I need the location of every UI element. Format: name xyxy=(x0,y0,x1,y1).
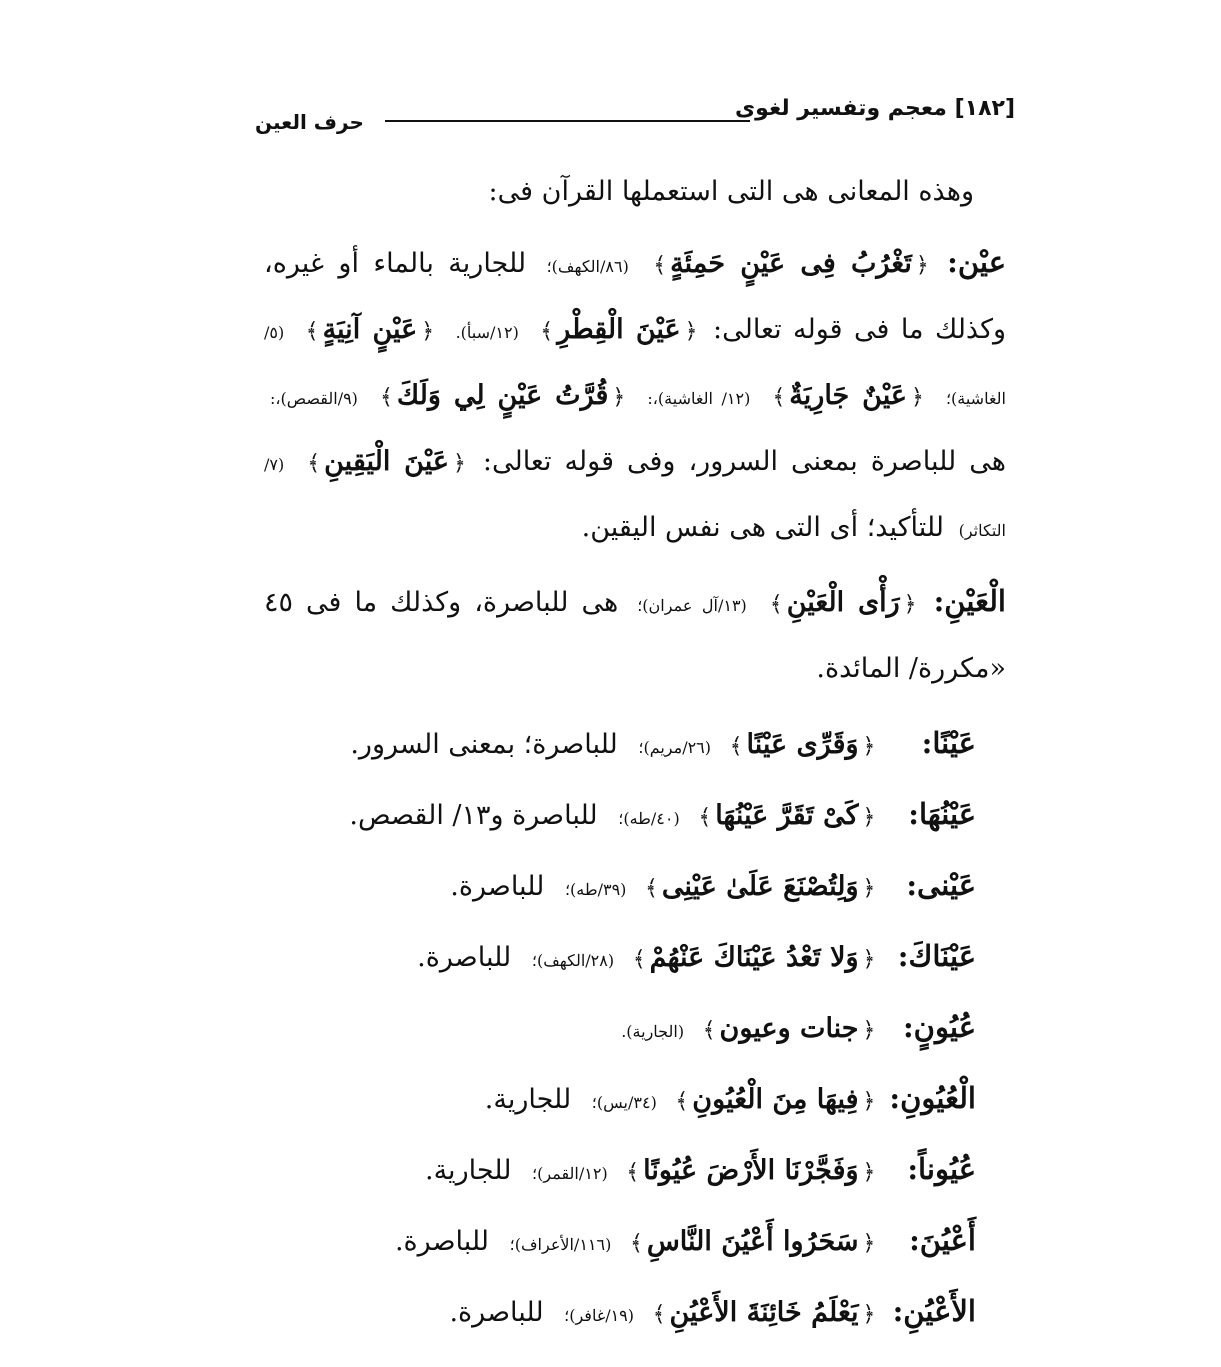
verse-reference: (٢٨/الكهف)؛ xyxy=(531,951,615,970)
gloss-text: للباصرة و١٣/ القصص. xyxy=(349,800,598,831)
verse-reference: (٥/الغاشية)؛ xyxy=(264,323,1006,408)
quran-open-ornament: ﴿ xyxy=(862,1302,876,1327)
quran-quote: عَيْنٌ جَارِيَةٌ xyxy=(789,380,907,411)
quran-close-ornament: ﴾ xyxy=(629,1231,643,1256)
verse-reference: (١٢/ الغاشية)،: xyxy=(647,389,751,408)
quran-close-ornament: ﴾ xyxy=(626,1160,640,1185)
quran-close-ornament: ﴾ xyxy=(769,592,783,617)
headword: عُيُوناً: xyxy=(907,1152,976,1186)
quran-quote: وَقَرِّى عَيْنًا xyxy=(746,729,859,760)
headword: عَيْنَاكَ: xyxy=(897,939,976,973)
headword: عُيُونٍ: xyxy=(902,1010,976,1044)
quran-open-ornament: ﴿ xyxy=(862,1018,876,1043)
quran-close-ornament: ﴾ xyxy=(632,947,646,972)
headword: عَيْنى: xyxy=(906,868,976,902)
page-header xyxy=(255,96,1015,146)
quran-open-ornament: ﴿ xyxy=(862,1089,876,1114)
gloss-text: للتأكيد؛ أى التى هى نفس اليقين. xyxy=(581,512,945,543)
verse-reference: (١٢/القمر)؛ xyxy=(532,1164,608,1183)
verse-reference: (٧/التكاثر) xyxy=(264,455,1006,540)
gloss-text: للباصرة. xyxy=(450,871,545,902)
quran-open-ornament: ﴿ xyxy=(684,319,698,344)
page-title: [١٨٢] معجم وتفسير لغوى xyxy=(735,96,1015,121)
gloss-text: للباصرة. xyxy=(449,1297,544,1328)
quran-close-ornament: ﴾ xyxy=(540,319,554,344)
intro-paragraph: وهذه المعانى هى التى استعملها القرآن فى: xyxy=(488,176,974,207)
quran-open-ornament: ﴿ xyxy=(862,1160,876,1185)
quran-open-ornament: ﴿ xyxy=(910,385,924,410)
paragraph-al-ayn xyxy=(264,570,1006,700)
quran-close-ornament: ﴾ xyxy=(652,1302,666,1327)
list-item xyxy=(264,852,976,923)
quran-open-ornament: ﴿ xyxy=(903,592,917,617)
quran-quote: عَيْنٍ آنِيَةٍ xyxy=(322,314,418,345)
quran-close-ornament: ﴾ xyxy=(305,319,319,344)
quran-quote: عَيْنَ الْقِطْرِ xyxy=(557,314,681,345)
quran-open-ornament: ﴿ xyxy=(862,734,876,759)
quran-quote: قُرَّتُ عَيْنٍ لِي وَلَكَ xyxy=(396,380,609,411)
verse-reference: (١١٦/الأعراف)؛ xyxy=(509,1235,612,1254)
quran-open-ornament: ﴿ xyxy=(915,253,929,278)
list-item xyxy=(264,1136,976,1207)
headword: عَيْنًا: xyxy=(921,726,976,760)
gloss-text: هى للباصرة، وكذلك ما فى ٤٥ «مكررة/ المائدة. xyxy=(264,587,1006,684)
quran-open-ornament: ﴿ xyxy=(421,319,435,344)
verse-reference: (الجارية). xyxy=(621,1022,685,1041)
quran-open-ornament: ﴿ xyxy=(862,1231,876,1256)
gloss-text: للجارية. xyxy=(425,1155,512,1186)
page-body xyxy=(264,160,1006,1349)
quran-quote: عَيْنَ الْيَقِينِ xyxy=(324,446,449,477)
verse-reference: (١٣/آل عمران)؛ xyxy=(637,596,747,615)
quran-open-ornament: ﴿ xyxy=(612,385,626,410)
quran-close-ornament: ﴾ xyxy=(645,876,658,901)
quran-close-ornament: ﴾ xyxy=(772,385,786,410)
list-item xyxy=(264,994,976,1065)
quran-quote: سَحَرُوا أَعْيُنَ النَّاسِ xyxy=(646,1226,859,1257)
quran-open-ornament: ﴿ xyxy=(862,876,876,901)
quran-open-ornament: ﴿ xyxy=(862,947,876,972)
verse-reference: (٩/القصص)،: xyxy=(270,389,358,408)
quran-close-ornament: ﴾ xyxy=(729,734,743,759)
list-item xyxy=(264,923,976,994)
headword: عيْن: xyxy=(947,245,1006,279)
quran-quote: كَىْ تَقَرَّ عَيْنُهَا xyxy=(715,800,859,831)
verse-reference: (٤٠/طه)؛ xyxy=(618,809,680,828)
list-item xyxy=(264,1278,976,1349)
headword: أَعْيُنَ: xyxy=(909,1223,976,1257)
quran-close-ornament: ﴾ xyxy=(653,253,667,278)
quran-quote: تَغْرُبُ فِى عَيْنٍ حَمِئَةٍ xyxy=(670,248,912,279)
gloss-text: للباصرة؛ بمعنى السرور. xyxy=(350,729,618,760)
headword: الْعَيْنِ: xyxy=(933,584,1006,618)
list-item xyxy=(264,710,976,781)
quran-quote: وَلا تَعْدُ عَيْنَاكَ عَنْهُمْ xyxy=(649,942,859,973)
verse-reference: (٢٦/مريم)؛ xyxy=(638,738,712,757)
quran-open-ornament: ﴿ xyxy=(862,805,876,830)
entry-list xyxy=(264,710,1006,1349)
gloss-text: للجارية بالماء أو غيره، وكذلك ما فى قوله تعالى: xyxy=(264,248,1006,345)
verse-reference: (٣٩/طه)؛ xyxy=(564,880,627,899)
quran-quote: يَعْلَمُ خَائِنَةَ الأَعْيُنِ xyxy=(669,1297,859,1328)
quran-close-ornament: ﴾ xyxy=(698,805,712,830)
headword: عَيْنُهَا: xyxy=(908,797,976,831)
verse-reference: (٨٦/الكهف)؛ xyxy=(546,257,629,276)
quran-quote: فِيهَا مِنَ الْعُيُونِ xyxy=(692,1084,859,1115)
verse-reference: (٣٤/يس)؛ xyxy=(591,1093,657,1112)
quran-open-ornament: ﴿ xyxy=(452,451,466,476)
gloss-text: للباصرة. xyxy=(417,942,512,973)
headword: الأَعْيُنِ: xyxy=(892,1294,976,1328)
quran-quote: وَلِتُصْنَعَ عَلَىٰ عَيْنِى xyxy=(661,871,859,902)
quran-close-ornament: ﴾ xyxy=(380,385,393,410)
quran-quote: جنات وعيون xyxy=(719,1013,859,1044)
quran-close-ornament: ﴾ xyxy=(307,451,321,476)
gloss-text: هى للباصرة بمعنى السرور، وفى قوله تعالى: xyxy=(482,446,1006,477)
list-item xyxy=(264,1065,976,1136)
gloss-text: للباصرة. xyxy=(394,1226,490,1257)
verse-reference: (١٢/سبأ). xyxy=(455,323,519,342)
quran-quote: رَأْى الْعَيْنِ xyxy=(786,587,900,618)
quran-close-ornament: ﴾ xyxy=(702,1018,716,1043)
gloss-text: للجارية. xyxy=(484,1084,572,1115)
verse-reference: (١٩/غافر)؛ xyxy=(564,1306,635,1325)
list-item xyxy=(264,1207,976,1278)
headword: الْعُيُونِ: xyxy=(889,1081,976,1115)
quran-quote: وَفَجَّرْنَا الأَرْضَ عُيُونًا xyxy=(643,1155,859,1186)
paragraph-ayn xyxy=(264,231,1006,562)
quran-close-ornament: ﴾ xyxy=(675,1089,689,1114)
section-title: حرف العين xyxy=(255,110,364,134)
list-item xyxy=(264,781,976,852)
header-rule xyxy=(385,120,750,122)
